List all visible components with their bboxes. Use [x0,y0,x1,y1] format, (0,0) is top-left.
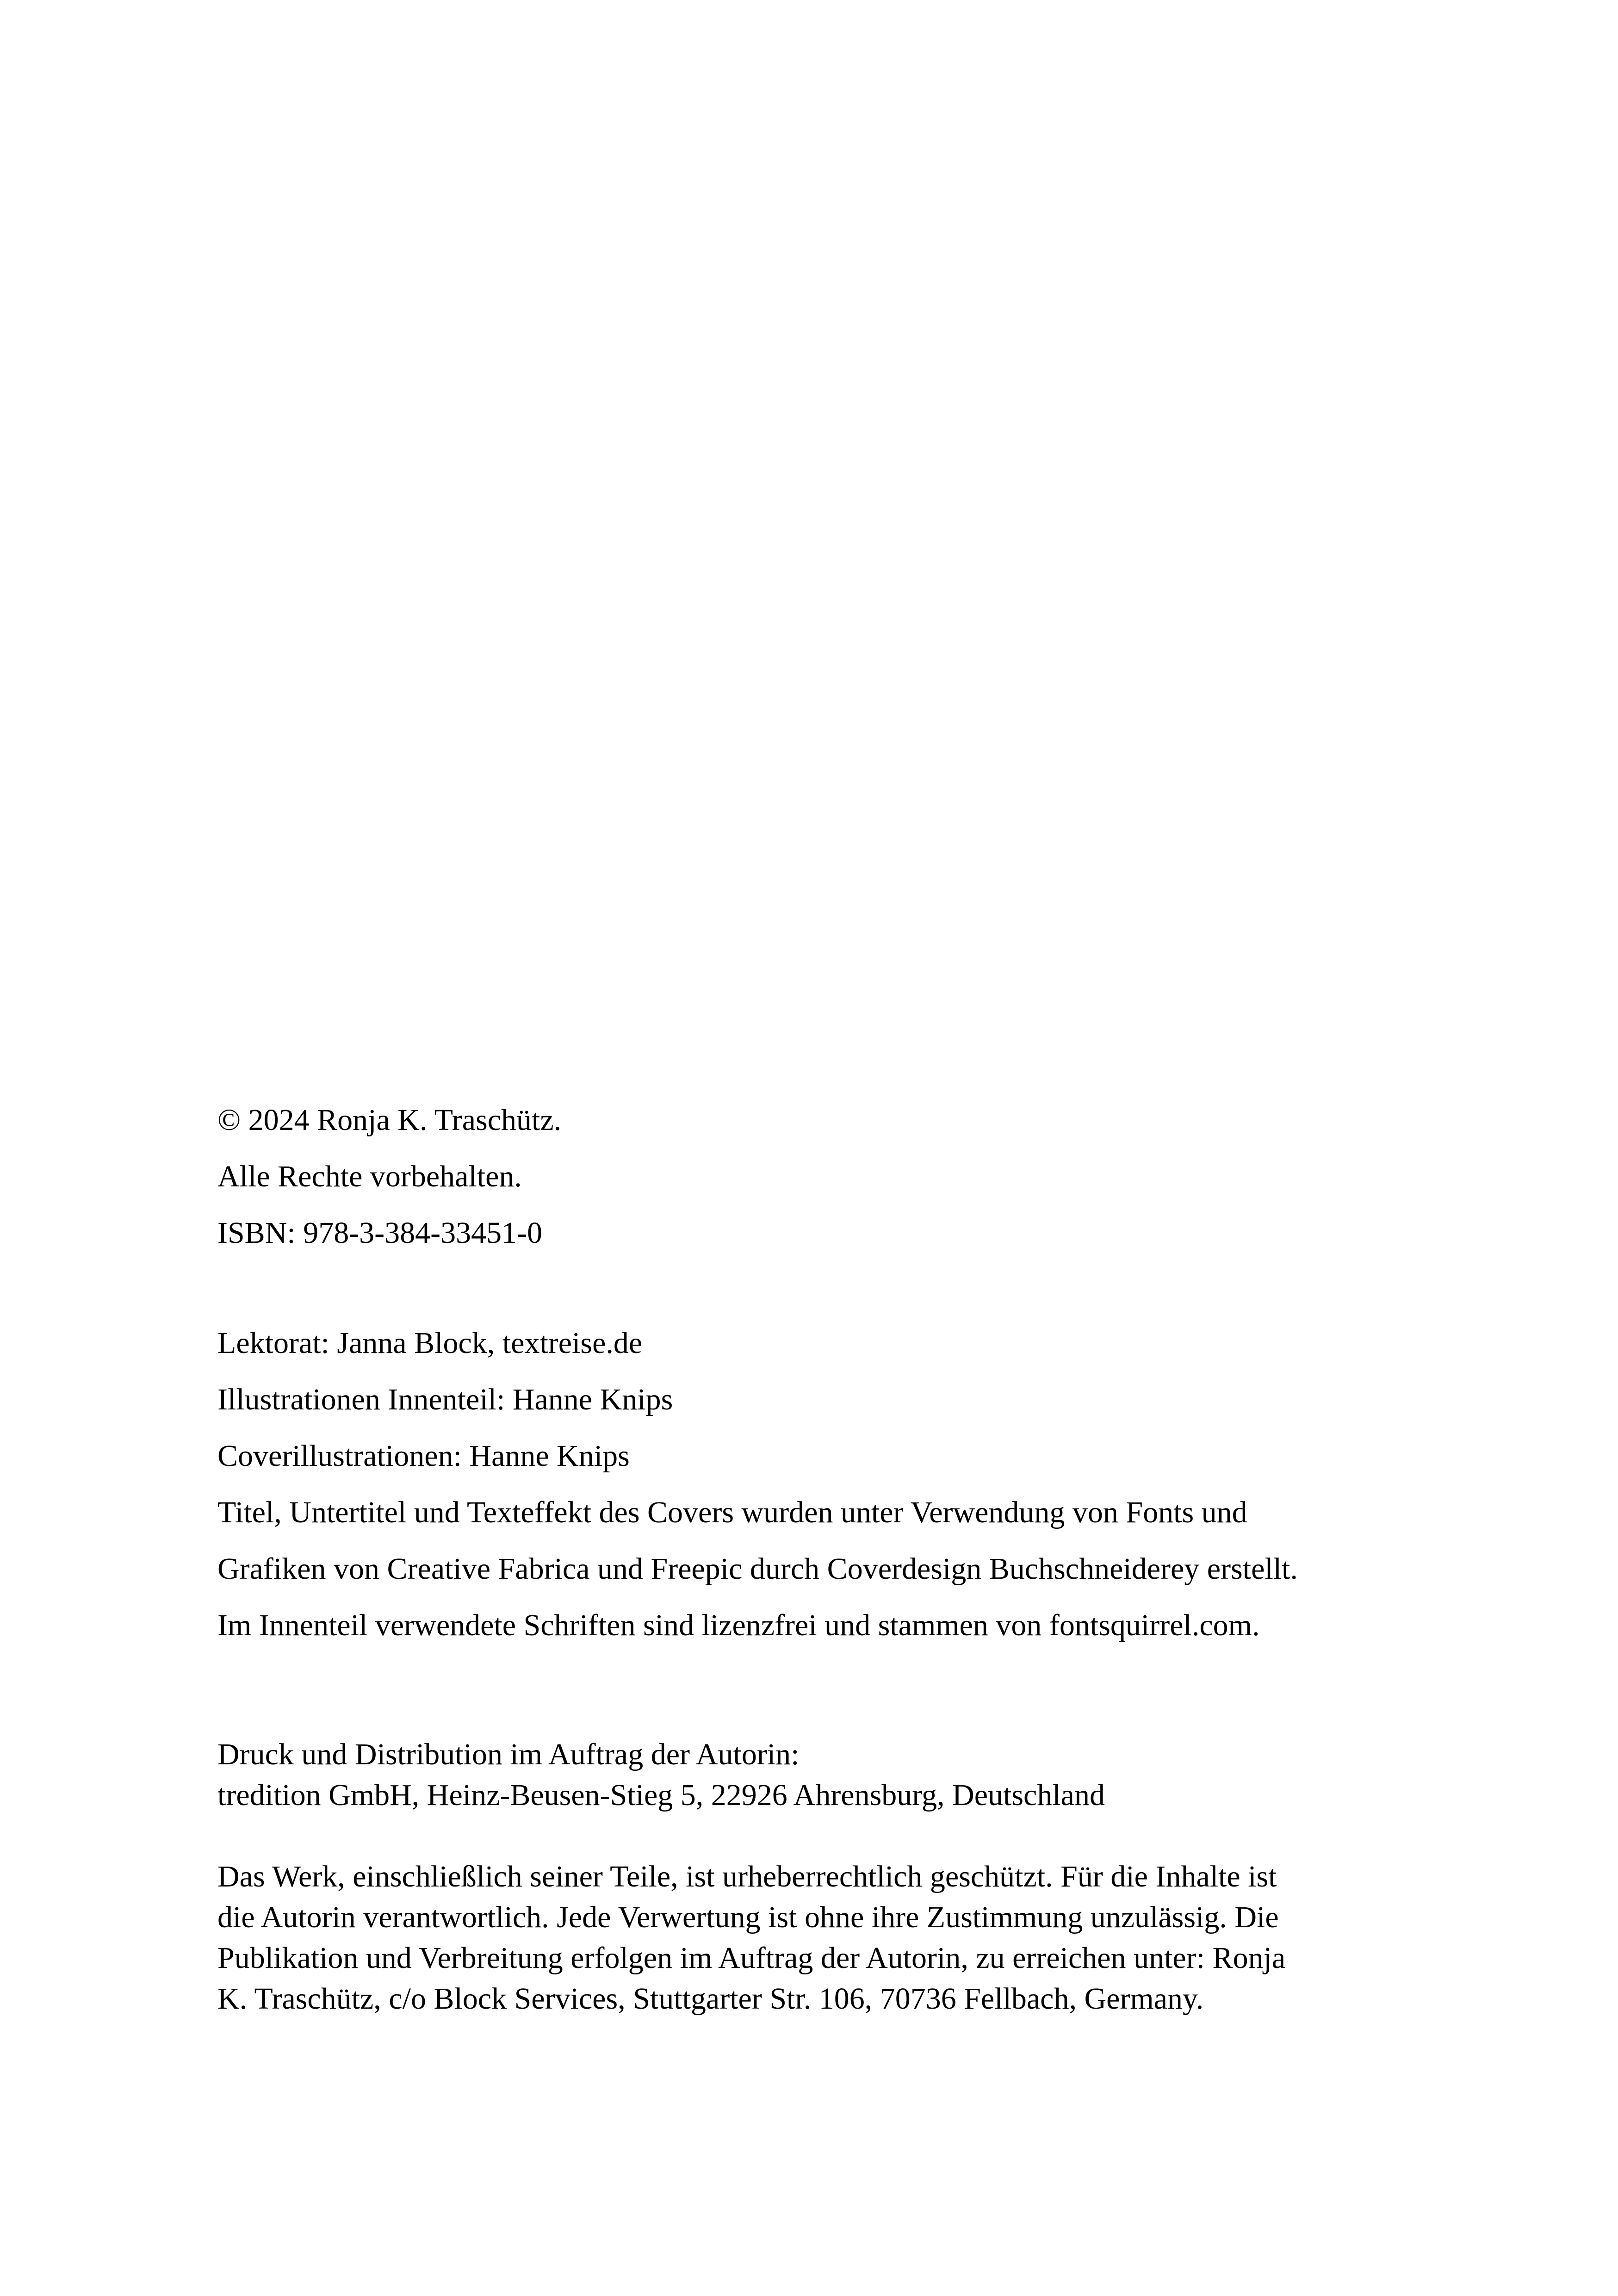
isbn-line: ISBN: 978-3-384-33451-0 [217,1216,543,1250]
legal-notice-line: Publikation und Verbreitung erfolgen im Auftrag der Autorin, zu erreichen unter: Ronja [217,1941,1286,1975]
rights-reserved-line: Alle Rechte vorbehalten. [217,1160,522,1193]
interior-illustration-credit: Illustrationen Innenteil: Hanne Knips [217,1383,673,1416]
legal-notice-line: K. Traschütz, c/o Block Services, Stuttgarter Str. 106, 70736 Fellbach, Germany. [217,1982,1204,2016]
legal-notice-line: Das Werk, einschließlich seiner Teile, ist urheberrechtlich geschützt. Für die Inhalte ist [217,1860,1277,1893]
cover-typography-credit-line-2: Grafiken von Creative Fabrica und Freepic durch Coverdesign Buchschneiderey erstellt. [217,1552,1298,1586]
copyright-line: © 2024 Ronja K. Traschütz. [217,1103,562,1137]
copyright-block [217,1092,1513,1261]
distribution-block [217,1734,1513,1816]
distributor-address: tredition GmbH, Heinz-Beusen-Stieg 5, 22926 Ahrensburg, Deutschland [217,1778,1105,1812]
credits-block [217,1315,1513,1654]
interior-fonts-credit: Im Innenteil verwendete Schriften sind lizenzfrei und stammen von fontsquirrel.com. [217,1608,1260,1642]
imprint [217,1092,1513,2019]
cover-illustration-credit: Coverillustrationen: Hanne Knips [217,1439,630,1473]
legal-notice-block [217,1856,1513,2019]
distribution-heading: Druck und Distribution im Auftrag der Autorin: [217,1738,800,1771]
cover-typography-credit-line-1: Titel, Untertitel und Texteffekt des Covers wurden unter Verwendung von Fonts und [217,1496,1247,1529]
editing-credit: Lektorat: Janna Block, textreise.de [217,1326,643,1360]
legal-notice-line: die Autorin verantwortlich. Jede Verwertung ist ohne ihre Zustimmung unzulässig. Die [217,1900,1279,1934]
